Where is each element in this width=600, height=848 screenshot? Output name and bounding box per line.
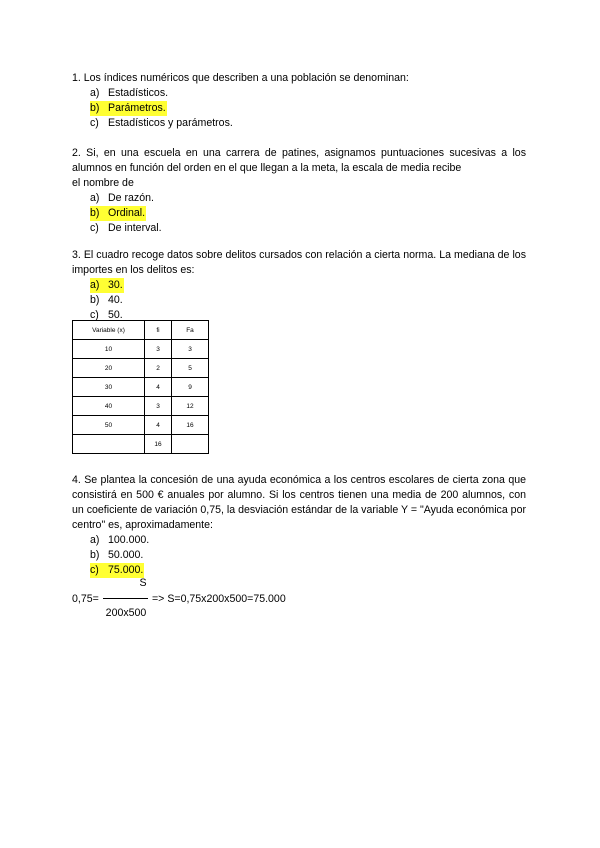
option-3c: c) 50. — [90, 309, 123, 321]
table-cell — [73, 435, 145, 454]
table-header-row — [73, 321, 209, 340]
formula-result: => S=0,75x200x500=75.000 — [152, 593, 286, 605]
formula-numerator: S — [139, 577, 147, 589]
table-cell: 2 — [145, 359, 172, 378]
table-row — [73, 340, 209, 359]
formula-lhs: 0,75= — [72, 593, 99, 605]
table-row — [73, 397, 209, 416]
formula-denominator: 200x500 — [105, 607, 147, 619]
fraction-bar — [103, 598, 148, 599]
option-2c: c) De interval. — [90, 222, 162, 234]
question-3 — [72, 248, 526, 323]
question-1-options — [90, 86, 526, 131]
option-2a: a) De razón. — [90, 192, 154, 204]
table-cell: 4 — [145, 378, 172, 397]
question-3-text: 3. El cuadro recoge datos sobre delitos cursados con relación a cierta norma. La mediana de los importes en los delitos es: — [72, 249, 526, 276]
table-cell: 3 — [145, 397, 172, 416]
table-header: Variable (x) — [73, 321, 145, 340]
question-4-options — [90, 533, 526, 578]
question-4-text: 4. Se plantea la concesión de una ayuda económica a los centros escolares de cierta zona que consistirá en 500 € anuales por alumno. Si los centros tienen una media de 200 alumnos, con un coeficiente de variación 0,75, la desviación estándar de la variable Y = "Ayuda económica por centro" es, aproximadamente: — [72, 474, 526, 531]
table-row — [73, 378, 209, 397]
table-row — [73, 416, 209, 435]
option-1a: a) Estadísticos. — [90, 87, 169, 99]
table-cell: 3 — [145, 340, 172, 359]
answer-highlight: a) 30. — [90, 279, 123, 291]
question-4 — [72, 473, 526, 578]
option-1c: c) Estadísticos y parámetros. — [90, 117, 233, 129]
table-cell: 5 — [172, 359, 209, 378]
option-3b: b) 40. — [90, 294, 123, 306]
answer-highlight: c) 75.000. — [90, 564, 144, 576]
answer-highlight: b) Ordinal. — [90, 207, 146, 219]
option-3a — [90, 278, 526, 293]
table-header: Fa — [172, 321, 209, 340]
option-4b: b) 50.000. — [90, 549, 144, 561]
table-cell: 9 — [172, 378, 209, 397]
table-cell: 30 — [73, 378, 145, 397]
table-header: fi — [145, 321, 172, 340]
table-row — [73, 359, 209, 378]
option-1b — [90, 101, 526, 116]
table-cell: 3 — [172, 340, 209, 359]
answer-highlight: b) Parámetros. — [90, 102, 166, 114]
question-1 — [72, 71, 526, 131]
question-2-text: 2. Si, en una escuela en una carrera de patines, asignamos puntuaciones sucesivas a los alumnos en función del orden en el que llegan a la meta, la escala de media recibe — [72, 147, 526, 174]
table-cell: 16 — [145, 435, 172, 454]
table-cell: 16 — [172, 416, 209, 435]
question-1-text: 1. Los índices numéricos que describen a una población se denominan: — [72, 72, 409, 84]
question-2-text-end: el nombre de — [72, 177, 134, 189]
table-cell: 12 — [172, 397, 209, 416]
table-total-row — [73, 435, 209, 454]
option-4a: a) 100.000. — [90, 534, 150, 546]
table-cell: 4 — [145, 416, 172, 435]
option-2b — [90, 206, 526, 221]
table-cell: 20 — [73, 359, 145, 378]
table-cell — [172, 435, 209, 454]
question-3-options — [90, 278, 526, 323]
table-cell: 50 — [73, 416, 145, 435]
table-cell: 10 — [73, 340, 145, 359]
question-2-options — [90, 191, 526, 236]
frequency-table — [72, 320, 209, 454]
question-2 — [72, 146, 526, 236]
table-cell: 40 — [73, 397, 145, 416]
